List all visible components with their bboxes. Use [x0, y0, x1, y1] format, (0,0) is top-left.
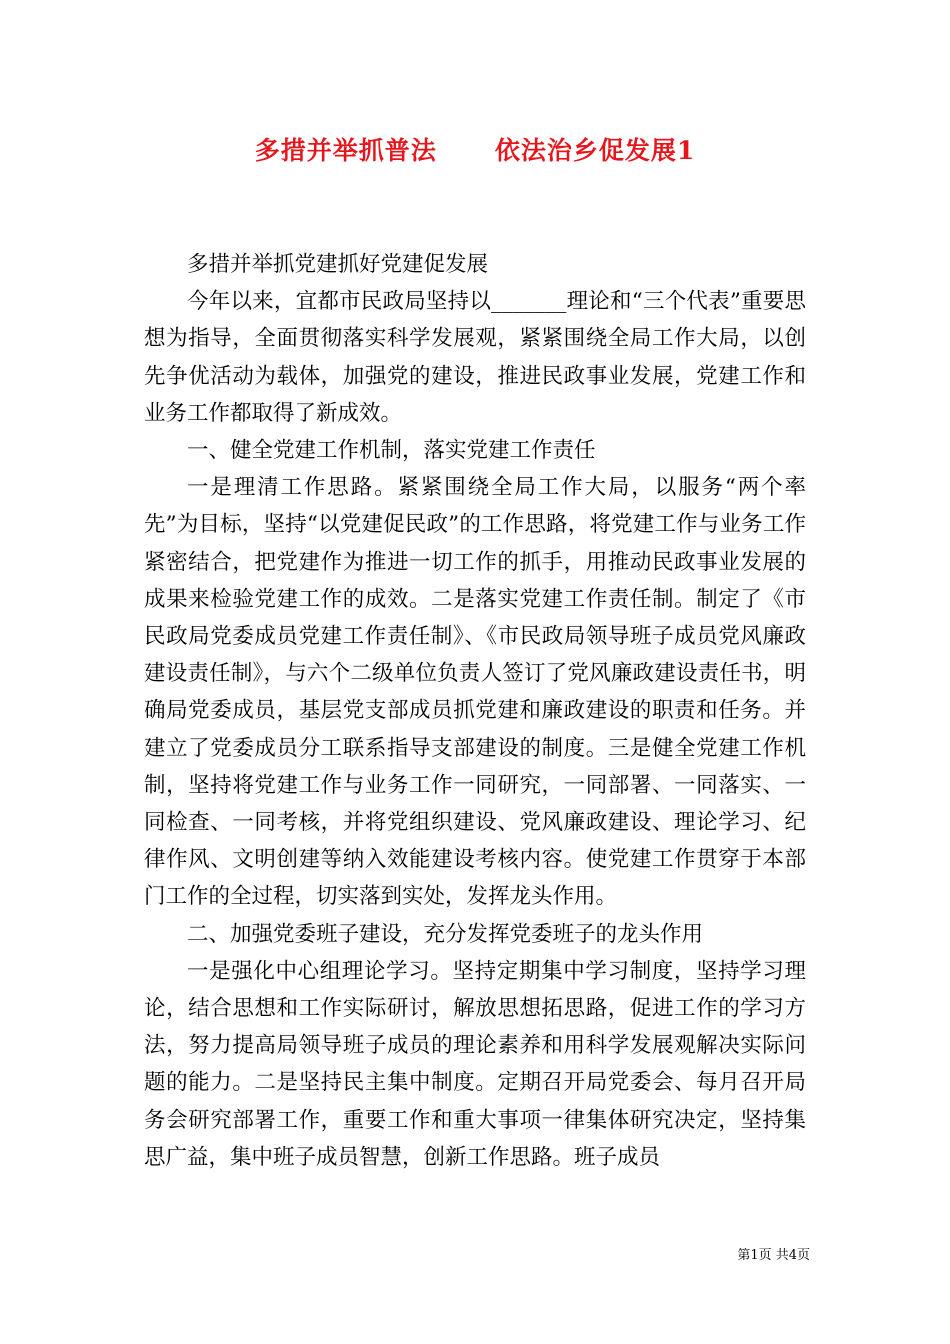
- paragraph-section-2: 一是强化中心组理论学习。坚持定期集中学习制度，坚持学习理论，结合思想和工作实际研讨，解放思想拓思路，促进工作的学习方法，努力提高局领导班子成员的理论素养和用科学发展观解决实际问题的能力。二是坚持民主集中制度。定期召开局党委会、每月召开局务会研究部署工作，重要工作和重大事项一律集体研究决定，坚持集思广益，集中班子成员智慧，创新工作思路。班子成员: [144, 958, 806, 1170]
- page-number: 第1页 共4页: [737, 1248, 810, 1263]
- document-title: 多措并举抓普法 依法治乡促发展1: [254, 136, 696, 165]
- paragraph-intro: 今年以来，宜都市民政局坚持以_______理论和“三个代表”重要思想为指导，全面贯彻落实科学发展观，紧紧围绕全局工作大局，以创先争优活动为载体，加强党的建设，推进民政事业发展，党建工作和业务工作都取得了新成效。: [144, 289, 806, 426]
- paragraph-subtitle: 多措并举抓党建抓好党建促发展: [187, 252, 489, 277]
- section-heading-1: 一、健全党建工作机制，落实党建工作责任: [187, 438, 596, 464]
- document-body: [144, 246, 806, 1176]
- section-heading-2: 二、加强党委班子建设，充分发挥党委班子的龙头作用: [187, 921, 704, 947]
- paragraph-section-1: 一是理清工作思路。紧紧围绕全局工作大局，以服务“两个率先”为目标，坚持“以党建促民政”的工作思路，将党建工作与业务工作紧密结合，把党建作为推进一切工作的抓手，用推动民政事业发展的成果来检验党建工作的成效。二是落实党建工作责任制。制定了《市民政局党委成员党建工作责任制》、《市民政局领导班子成员党风廉政建设责任制》，与六个二级单位负责人签订了党风廉政建设责任书，明确局党委成员，基层党支部成员抓党建和廉政建设的职责和任务。并建立了党委成员分工联系指导支部建设的制度。三是健全党建工作机制，坚持将党建工作与业务工作一同研究，一同部署、一同落实、一同检查、一同考核，并将党组织建设、党风廉政建设、理论学习、纪律作风、文明创建等纳入效能建设考核内容。使党建工作贯穿于本部门工作的全过程，切实落到实处，发挥龙头作用。: [144, 475, 806, 910]
